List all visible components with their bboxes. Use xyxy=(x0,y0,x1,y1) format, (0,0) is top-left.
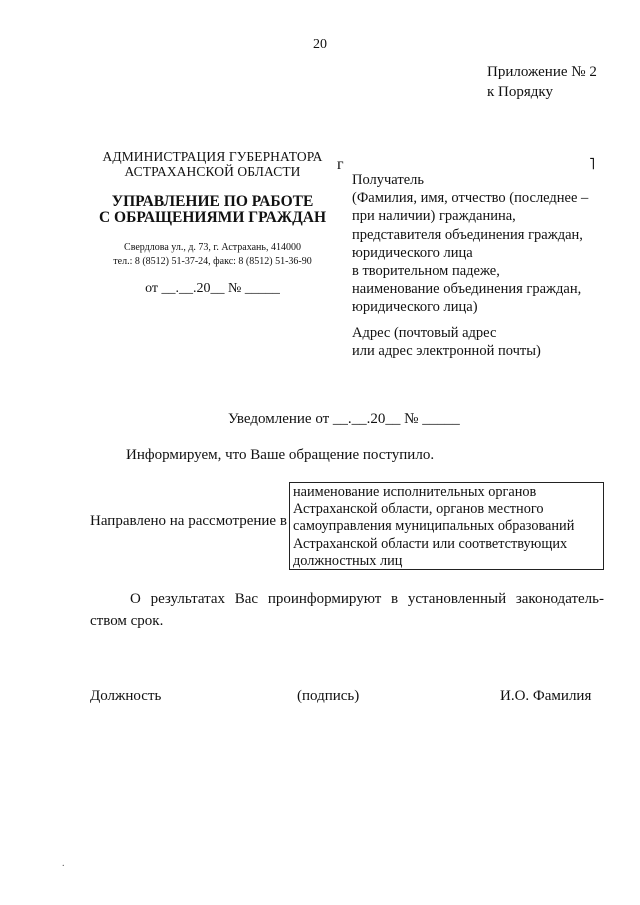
recipient-line: представителя объединения граждан, xyxy=(352,226,583,243)
recipient-address xyxy=(352,324,541,360)
page-number: 20 xyxy=(313,37,327,52)
recipient-block xyxy=(352,171,588,317)
results-line-2: ством срок. xyxy=(90,613,164,629)
address-line: Адрес (почтовый адрес xyxy=(352,325,497,341)
signature-sign: (подпись) xyxy=(297,688,360,704)
appendix-reference xyxy=(487,62,597,102)
org-box-line: наименование исполнительных органов xyxy=(293,484,537,500)
org-box-line: Астраханской области или соответствующих xyxy=(293,535,568,552)
address-line: или адрес электронной почты) xyxy=(352,343,541,360)
org-name-box xyxy=(289,482,604,570)
recipient-corner-right: ˥ xyxy=(589,156,596,173)
org-box-line: Астраханской области, органов местного xyxy=(293,501,544,518)
recipient-line: наименование объединения граждан, xyxy=(352,281,582,298)
recipient-line: в творительном падеже, xyxy=(352,263,500,280)
results-paragraph xyxy=(90,588,604,632)
appendix-line-2: к Порядку xyxy=(487,84,553,100)
recipient-line: Получатель xyxy=(352,172,424,188)
inform-text: Информируем, что Ваше обращение поступило. xyxy=(126,447,435,463)
outgoing-date-number: от __.__.20__ № _____ xyxy=(145,281,280,296)
signature-name: И.О. Фамилия xyxy=(500,688,592,704)
recipient-line: при наличии) гражданина, xyxy=(352,208,516,225)
org-box-line: должностных лиц xyxy=(293,552,403,569)
directed-label: Направлено на рассмотрение в xyxy=(90,513,287,529)
recipient-line: юридического лица) xyxy=(352,299,478,316)
recipient-line: юридического лица xyxy=(352,244,473,261)
notice-heading: Уведомление от __.__.20__ № _____ xyxy=(228,411,460,427)
recipient-line: (Фамилия, имя, отчество (последнее – xyxy=(352,190,589,207)
sender-org-line-2: АСТРАХАНСКОЙ ОБЛАСТИ xyxy=(124,164,301,179)
org-box-line: самоуправления муниципальных образований xyxy=(293,518,575,535)
signature-position: Должность xyxy=(90,688,162,704)
results-line-1: О результатах Вас проинформируют в установленный законодатель- xyxy=(130,591,604,607)
appendix-line-1: Приложение № 2 xyxy=(487,64,597,80)
recipient-corner-left: г xyxy=(337,156,344,173)
sender-dept-line-1: УПРАВЛЕНИЕ ПО РАБОТЕ xyxy=(111,193,314,210)
sender-address: Свердлова ул., д. 73, г. Астрахань, 414000 xyxy=(124,242,301,253)
sender-block xyxy=(95,149,330,297)
sender-phone: тел.: 8 (8512) 51-37-24, факс: 8 (8512) 51-36-90 xyxy=(113,256,312,267)
sender-org-line-1: АДМИНИСТРАЦИЯ ГУБЕРНАТОРА xyxy=(102,149,323,164)
stray-mark: . xyxy=(62,858,65,869)
sender-dept-line-2: С ОБРАЩЕНИЯМИ ГРАЖДАН xyxy=(98,209,327,226)
